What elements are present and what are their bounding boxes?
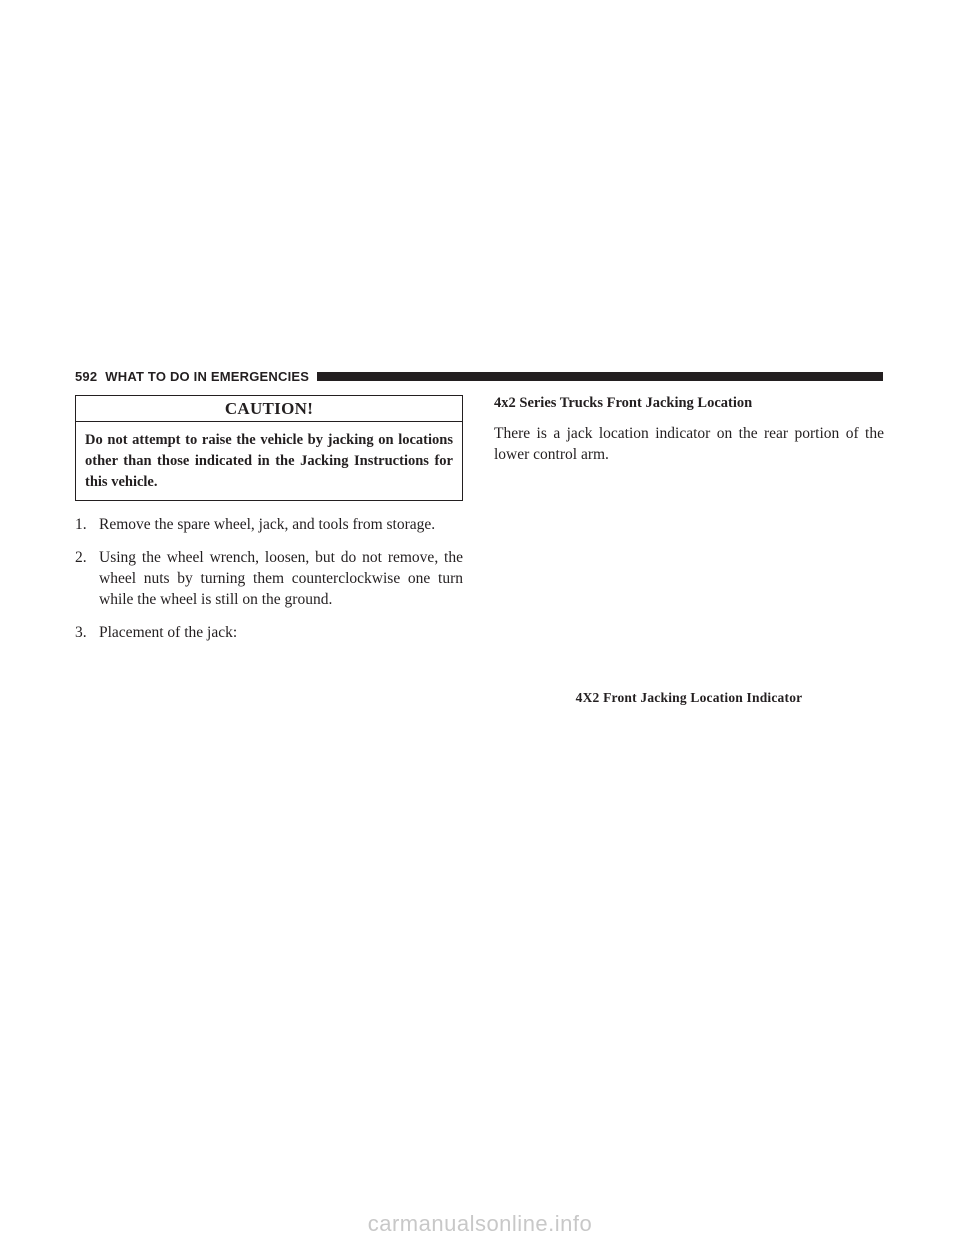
step-number: 1. xyxy=(75,516,87,533)
step-number: 3. xyxy=(75,624,87,641)
subheading: 4x2 Series Trucks Front Jacking Location xyxy=(494,395,753,411)
caution-title: CAUTION! xyxy=(76,396,462,422)
step-item xyxy=(75,514,463,535)
step-item xyxy=(75,547,463,610)
body-paragraph: There is a jack location indicator on the rear portion of the lower control arm. xyxy=(494,425,884,463)
left-column xyxy=(75,395,463,655)
header-rule xyxy=(317,372,883,381)
watermark: carmanualsonline.info xyxy=(367,1211,593,1236)
figure-area xyxy=(494,450,884,684)
step-text: Placement of the jack: xyxy=(99,624,238,641)
caution-box xyxy=(75,395,463,501)
step-number: 2. xyxy=(75,549,87,566)
figure-caption: 4X2 Front Jacking Location Indicator xyxy=(575,690,803,705)
step-text: Using the wheel wrench, loosen, but do not remove, the wheel nuts by turning them counterclockwise one turn while the wheel is still on the ground. xyxy=(99,549,463,608)
step-text: Remove the spare wheel, jack, and tools from storage. xyxy=(99,516,436,533)
page-number: 592 xyxy=(75,368,98,384)
section-title: WHAT TO DO IN EMERGENCIES xyxy=(105,368,310,384)
step-item xyxy=(75,622,463,643)
caution-text: Do not attempt to raise the vehicle by jacking on locations other than those indicated in the Jacking Instructions for this vehicle. xyxy=(85,432,453,490)
page-header xyxy=(75,366,883,386)
instruction-steps xyxy=(75,514,463,643)
